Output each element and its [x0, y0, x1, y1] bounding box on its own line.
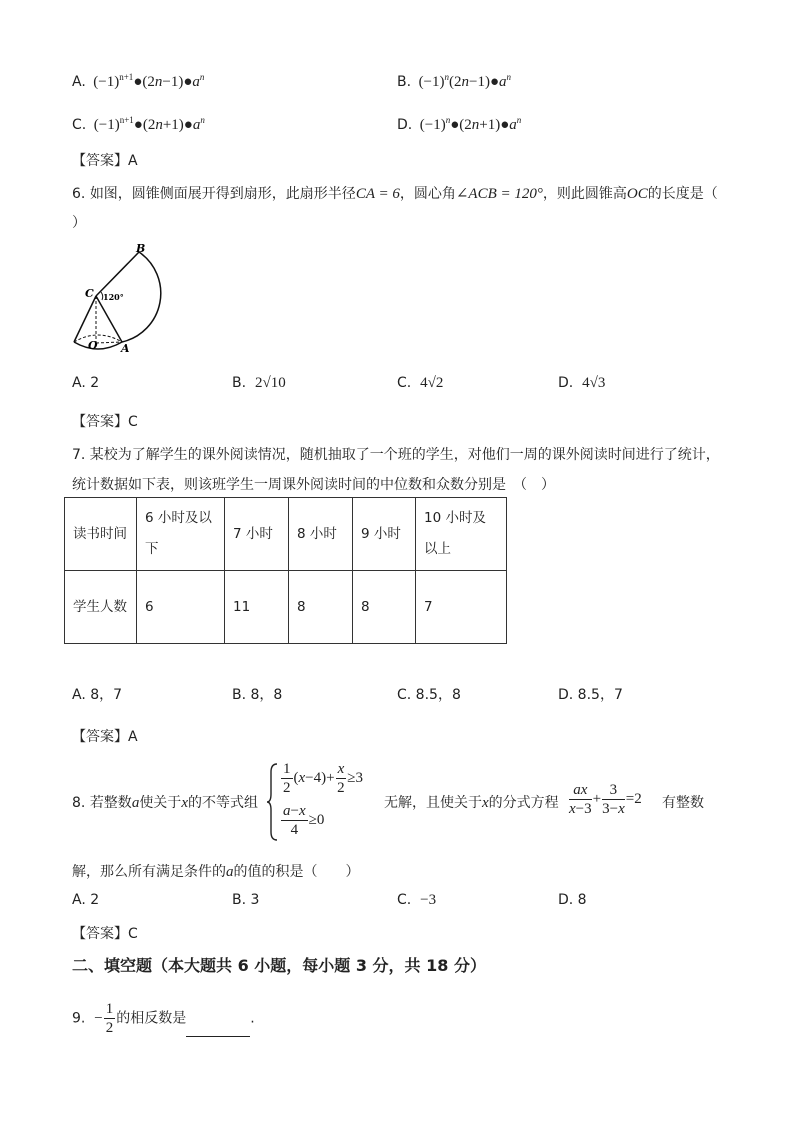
table-header-cell: 9 小时	[353, 498, 416, 571]
q8-answer: 【答案】C	[72, 926, 138, 942]
q8-stem-middle: 无解，且使关于x的分式方程	[384, 795, 559, 811]
q6-option-b[interactable]: B. 2√10	[232, 375, 286, 391]
q7-option-b[interactable]: B. 8，8	[232, 687, 283, 703]
q8-stem-end: 有整数	[662, 795, 704, 811]
q5-option-c-formula: $(-1)^{n+1}●(2n+1)●a^n$	[89, 115, 205, 133]
q5-option-b[interactable]: B. $(-1)^n(2n-1)●a^n$	[397, 72, 512, 90]
q5-option-a-formula: $(-1)^{n+1}●(2n-1)●a^n$	[89, 72, 205, 90]
table-header-cell: 6 小时及以下	[137, 498, 225, 571]
q8-inequality-1: $\frac{1}{2}$ (x−4)+ $\frac{x}{2}$ ≥3	[283, 761, 363, 796]
q6-label-o: O	[88, 339, 98, 352]
table-header-cell: 读书时间	[65, 498, 137, 571]
q8-equation: $\frac{ax}{x-3}$ + $\frac{3}{3-x}$ =2	[569, 782, 642, 817]
q6-answer: 【答案】C	[72, 414, 138, 430]
q6-figure	[66, 240, 186, 358]
q7-stem-line1: 7. 某校为了解学生的课外阅读情况，随机抽取了一个班的学生，对他们一周的课外阅读时间进行了统计，	[72, 447, 720, 463]
q7-option-d[interactable]: D. 8.5，7	[558, 687, 623, 703]
q8-inequality-2: $\frac{a-x}{4}$ ≥0	[283, 803, 325, 838]
table-header-cell: 7 小时	[225, 498, 289, 571]
table-cell: 7	[416, 571, 507, 644]
q6-option-c[interactable]: C. 4√2	[397, 375, 444, 391]
q7-option-c[interactable]: C. 8.5，8	[397, 687, 461, 703]
q8-option-c[interactable]: C. −3	[397, 892, 437, 908]
q5-option-d-formula: $(-1)^n●(2n+1)●a^n$	[415, 115, 522, 133]
q8-option-b[interactable]: B. 3	[232, 892, 260, 908]
q6-label-a: A	[121, 342, 130, 355]
q6-stem-close: ）	[72, 215, 86, 231]
q5-answer: 【答案】A	[72, 153, 138, 169]
q6-label-b: B	[136, 242, 146, 255]
table-cell: 学生人数	[65, 571, 137, 644]
q8-system-brace	[266, 762, 278, 842]
table-row	[65, 571, 507, 644]
table-cell: 8	[289, 571, 353, 644]
table-cell: 6	[137, 571, 225, 644]
section-heading: 二、填空题（本大题共 6 小题，每小题 3 分，共 18 分）	[72, 956, 486, 975]
q6-label-angle: 120°	[103, 292, 124, 302]
q5-option-c[interactable]: C. $(-1)^{n+1}●(2n+1)●a^n$	[72, 115, 205, 133]
table-header-cell: 8 小时	[289, 498, 353, 571]
q5-option-a[interactable]: A. $(-1)^{n+1}●(2n-1)●a^n$	[72, 72, 205, 90]
q8-stem-start: 8. 若整数a使关于x的不等式组	[72, 795, 258, 811]
q9-stem: 9. − $\frac{1}{2}$ 的相反数是 .	[72, 1001, 255, 1036]
q8-option-d[interactable]: D. 8	[558, 892, 587, 908]
q7-option-a[interactable]: A. 8，7	[72, 687, 123, 703]
q6-stem-line1: 6. 如图，圆锥侧面展开得到扇形，此扇形半径CA = 6，圆心角∠ACB = 120°，则此圆锥高OC的长度是（	[72, 186, 718, 202]
table-row	[65, 498, 507, 571]
q5-option-b-formula: $(-1)^n(2n-1)●a^n$	[414, 72, 512, 90]
q5-option-d[interactable]: D. $(-1)^n●(2n+1)●a^n$	[397, 115, 522, 133]
q7-stem-line2: 统计数据如下表，则该班学生一周课外阅读时间的中位数和众数分别是 （ ）	[72, 477, 555, 493]
table-header-cell: 10 小时及以上	[416, 498, 507, 571]
q6-label-c: C	[85, 287, 94, 300]
table-cell: 11	[225, 571, 289, 644]
q9-answer-blank[interactable]	[186, 1022, 250, 1037]
q6-option-d[interactable]: D. 4√3	[558, 375, 606, 391]
q8-stem-line2: 解，那么所有满足条件的a的值的积是（ ）	[72, 864, 360, 880]
q8-option-a[interactable]: A. 2	[72, 892, 100, 908]
q7-data-table	[64, 497, 507, 644]
table-cell: 8	[353, 571, 416, 644]
q7-answer: 【答案】A	[72, 729, 138, 745]
q6-option-a[interactable]: A. 2	[72, 375, 100, 391]
